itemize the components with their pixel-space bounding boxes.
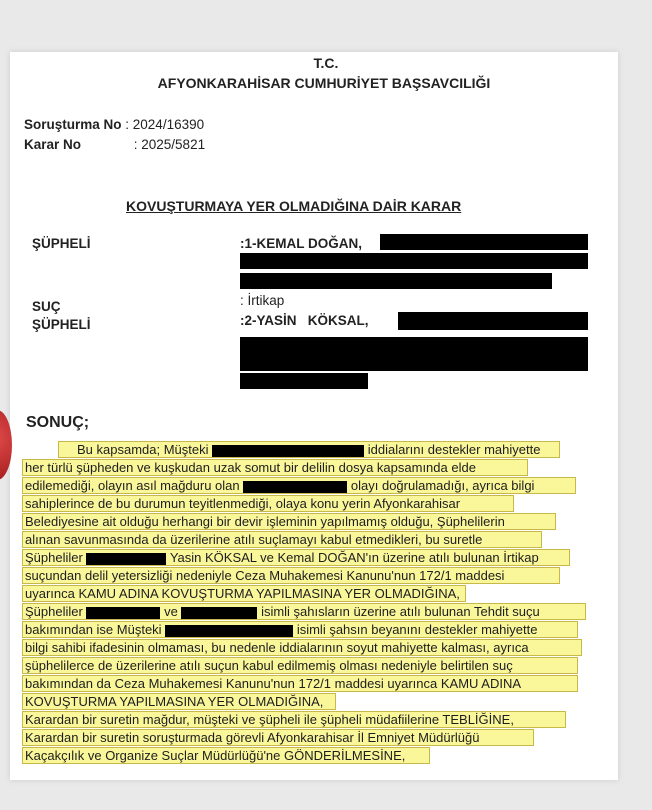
suspect-label: ŞÜPHELİ	[32, 236, 91, 251]
body-line	[22, 459, 528, 476]
redaction-inline	[212, 445, 364, 457]
body-line	[22, 729, 534, 746]
document-title: KOVUŞTURMAYA YER OLMADIĞINA DAİR KARAR	[126, 198, 462, 214]
body-line	[22, 711, 566, 728]
body-line	[22, 639, 582, 656]
decision-number	[24, 137, 205, 152]
redaction-inline	[165, 625, 293, 637]
redaction-inline	[181, 607, 257, 619]
line-text: suçundan delil yetersizliği nedeniyle Ceza Muhakemesi Kanunu'nun 172/1 maddesi	[25, 568, 505, 583]
line-text: Karardan bir suretin mağdur, müşteki ve şüpheli ile şüpheli müdafiilerine TEBLİĞİNE,	[25, 712, 514, 727]
suspect-2-name: :2-YASİN KÖKSAL,	[240, 313, 369, 328]
redaction-bar	[380, 234, 588, 250]
line-text: iddialarını destekler mahiyette	[367, 442, 541, 457]
result-heading: SONUÇ;	[26, 414, 90, 431]
suspect-1-name: :1-KEMAL DOĞAN,	[240, 236, 363, 251]
line-text: sahiplerince de bu durumun teyitlenmediği, olaya konu yerin Afyonkarahisar	[25, 496, 461, 511]
header-tc: T.C.	[313, 55, 339, 71]
line-text: Şüpheliler	[25, 604, 83, 619]
crime-label: SUÇ	[32, 299, 61, 314]
line-text: her türlü şüpheden ve kuşkudan uzak somut bir delilin dosya kapsamında elde	[25, 460, 476, 475]
line-text: Kaçakçılık ve Organize Suçlar Müdürlüğü'ne GÖNDERİLMESİNE,	[25, 748, 406, 763]
line-text: isimli şahsın beyanını destekler mahiyette	[296, 622, 538, 637]
body-line	[22, 513, 556, 530]
line-text: uyarınca KAMU ADINA KOVUŞTURMA YAPILMASINA YER OLMADIĞINA,	[25, 586, 460, 601]
investigation-number	[24, 117, 204, 132]
body-line	[22, 693, 336, 710]
body-line	[22, 585, 466, 602]
line-text: bakımından ise Müşteki	[25, 622, 162, 637]
redaction-bar	[240, 253, 588, 269]
line-text: ve	[164, 604, 178, 619]
body-line	[22, 567, 560, 584]
line-text: edilemediği, olayın asıl mağduru olan	[25, 478, 240, 493]
header-office: AFYONKARAHİSAR CUMHURİYET BAŞSAVCILIĞI	[157, 75, 491, 91]
redaction-inline	[86, 607, 160, 619]
line-text: KOVUŞTURMA YAPILMASINA YER OLMADIĞINA,	[25, 694, 324, 709]
suspect-2-label: ŞÜPHELİ	[32, 317, 91, 332]
line-text: isimli şahısların üzerine atılı bulunan Tehdit suçu	[261, 604, 540, 619]
decision-value: : 2025/5821	[133, 137, 206, 152]
redaction-bar	[398, 312, 588, 330]
investigation-label: Soruşturma No	[24, 117, 122, 132]
line-text: Belediyesine ait olduğu herhangi bir devir işleminin yapılmamış olduğu, Şüphelilerin	[25, 514, 505, 529]
investigation-value: : 2024/16390	[125, 117, 205, 132]
line-text: Karardan bir suretin soruşturmada görevli Afyonkarahisar İl Emniyet Müdürlüğü	[25, 730, 480, 745]
redaction-inline	[243, 481, 347, 493]
body-line	[22, 495, 514, 512]
line-text: alınan savunmasında da üzerilerine atılı suçlamayı kabul etmedikleri, bu suretle	[25, 532, 483, 547]
line-text: Şüpheliler	[25, 550, 83, 565]
redaction-bar	[240, 337, 588, 371]
body-line	[22, 477, 576, 494]
line-text: şüphelilerce de üzerilerine atılı suçun kabul edilmemiş olması nedeniyle belirtilen suç	[25, 658, 513, 673]
line-text: olayı doğrulamadığı, ayrıca bilgi	[350, 478, 535, 493]
line-text: bakımından da Ceza Muhakemesi Kanunu'nun 172/1 maddesi uyarınca KAMU ADINA	[25, 676, 522, 691]
body-line	[22, 531, 542, 548]
body-line	[22, 657, 578, 674]
body-line	[22, 675, 578, 692]
body-line	[22, 603, 586, 620]
redaction-bar	[240, 373, 368, 389]
line-text: Bu kapsamda; Müşteki	[77, 442, 209, 457]
line-text: bilgi sahibi ifadesinin olmaması, bu nedenle iddialarının soyut mahiyette kalması, ayrıca	[25, 640, 529, 655]
crime-value: : İrtikap	[240, 293, 285, 308]
body-line	[22, 549, 570, 566]
line-text: Yasin KÖKSAL ve Kemal DOĞAN'ın üzerine atılı bulunan İrtikap	[169, 550, 539, 565]
redaction-inline	[86, 553, 166, 565]
decision-label: Karar No	[24, 137, 82, 152]
body-line	[22, 621, 578, 638]
redaction-bar	[240, 273, 552, 289]
body-line	[22, 747, 430, 764]
body-line	[58, 441, 560, 458]
